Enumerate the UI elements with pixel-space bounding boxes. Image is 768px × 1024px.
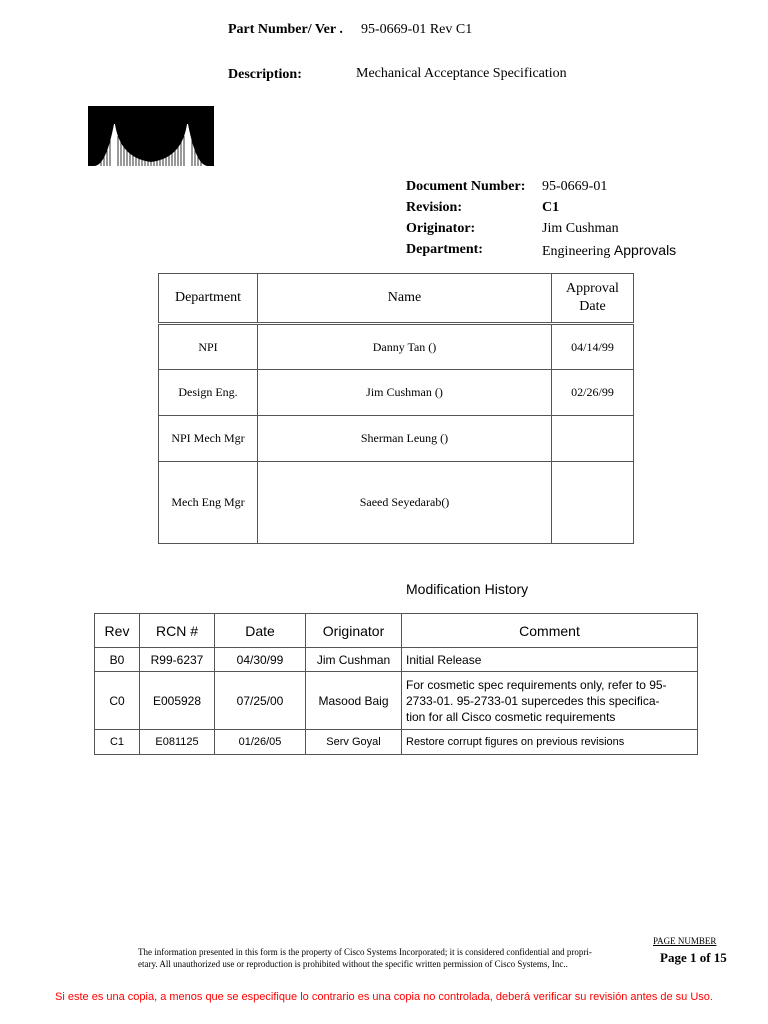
confidentiality-notice-line: The information presented in this form is the property of Cisco Systems Incorporated; it is considered confidential and propri- [138,947,592,957]
approvals-cell-name: Sherman Leung () [258,416,552,462]
company-logo [88,106,214,166]
mod-cell-date: 04/30/99 [215,648,306,672]
approvals-row [159,462,634,544]
approvals-header-name: Name [258,274,552,324]
approvals-cell-date [552,416,634,462]
department-value [542,242,676,260]
approvals-row [159,416,634,462]
approvals-cell-date: 02/26/99 [552,370,634,416]
description-value: Mechanical Acceptance Specification [356,66,567,81]
mod-comment-line: 2733-01. 95-2733-01 supercedes this specifica- [406,693,660,708]
mod-cell-rcn: E081125 [140,730,215,755]
mod-cell-rev: B0 [95,648,140,672]
approvals-header-date [552,274,634,324]
part-number-value: 95-0669-01 Rev C1 [361,22,473,37]
mod-cell-comment: Restore corrupt figures on previous revisions [402,730,698,755]
document-number-label: Document Number: [406,179,526,194]
approvals-header-department: Department [159,274,258,324]
mod-header-row [95,614,698,648]
mod-cell-rcn: R99-6237 [140,648,215,672]
mod-cell-date: 01/26/05 [215,730,306,755]
approvals-header-date-line1: Approval [566,281,619,296]
mod-row [95,648,698,672]
revision-value: C1 [542,200,560,215]
approvals-cell-department: Mech Eng Mgr [159,462,258,544]
approvals-cell-date [552,462,634,544]
mod-header-comment: Comment [402,614,698,648]
approvals-header-row [159,274,634,324]
document-number-value: 95-0669-01 [542,179,608,194]
department-name: Engineering [542,244,611,259]
mod-cell-rev: C0 [95,672,140,730]
mod-row [95,672,698,730]
approvals-cell-department: NPI [159,324,258,370]
approvals-row [159,370,634,416]
description-label: Description: [228,67,302,82]
approvals-cell-name: Danny Tan () [258,324,552,370]
mod-header-rev: Rev [95,614,140,648]
mod-comment-line: tion for all Cisco cosmetic requirements [406,709,616,724]
mod-cell-originator: Jim Cushman [306,648,402,672]
approvals-header-date-line2: Date [579,299,606,314]
mod-comment-line: For cosmetic spec requirements only, refer to 95- [406,677,667,692]
mod-header-originator: Originator [306,614,402,648]
confidentiality-notice [138,946,653,970]
originator-label: Originator: [406,221,476,236]
mod-cell-comment [402,672,698,730]
mod-cell-rev: C1 [95,730,140,755]
mod-header-rcn: RCN # [140,614,215,648]
department-label: Department: [406,242,483,257]
originator-value: Jim Cushman [542,221,619,236]
mod-cell-originator: Serv Goyal [306,730,402,755]
mod-header-date: Date [215,614,306,648]
mod-cell-comment: Initial Release [402,648,698,672]
page-indicator: Page 1 of 15 [660,950,727,965]
mod-row [95,730,698,755]
revision-label: Revision: [406,200,462,215]
approvals-cell-name: Jim Cushman () [258,370,552,416]
mod-cell-originator: Masood Baig [306,672,402,730]
approvals-cell-department: NPI Mech Mgr [159,416,258,462]
approvals-heading: Approvals [613,242,677,258]
modification-history-table [94,613,698,755]
approvals-cell-department: Design Eng. [159,370,258,416]
approvals-row [159,324,634,370]
approvals-table [158,273,634,544]
uncontrolled-copy-notice: Si este es una copia, a menos que se especifique lo contrario es una copia no controlada, deberá verificar su revisión antes de su Uso. [55,991,713,1003]
modification-history-title: Modification History [406,581,529,597]
mod-cell-date: 07/25/00 [215,672,306,730]
approvals-cell-name: Saeed Seyedarab() [258,462,552,544]
mod-cell-rcn: E005928 [140,672,215,730]
approvals-cell-date: 04/14/99 [552,324,634,370]
page-number-label: PAGE NUMBER [653,936,717,946]
confidentiality-notice-line: etary. All unauthorized use or reproduction is prohibited without the specific written permission of Cisco Systems, Inc.. [138,959,568,969]
part-number-label: Part Number/ Ver . [228,22,343,37]
